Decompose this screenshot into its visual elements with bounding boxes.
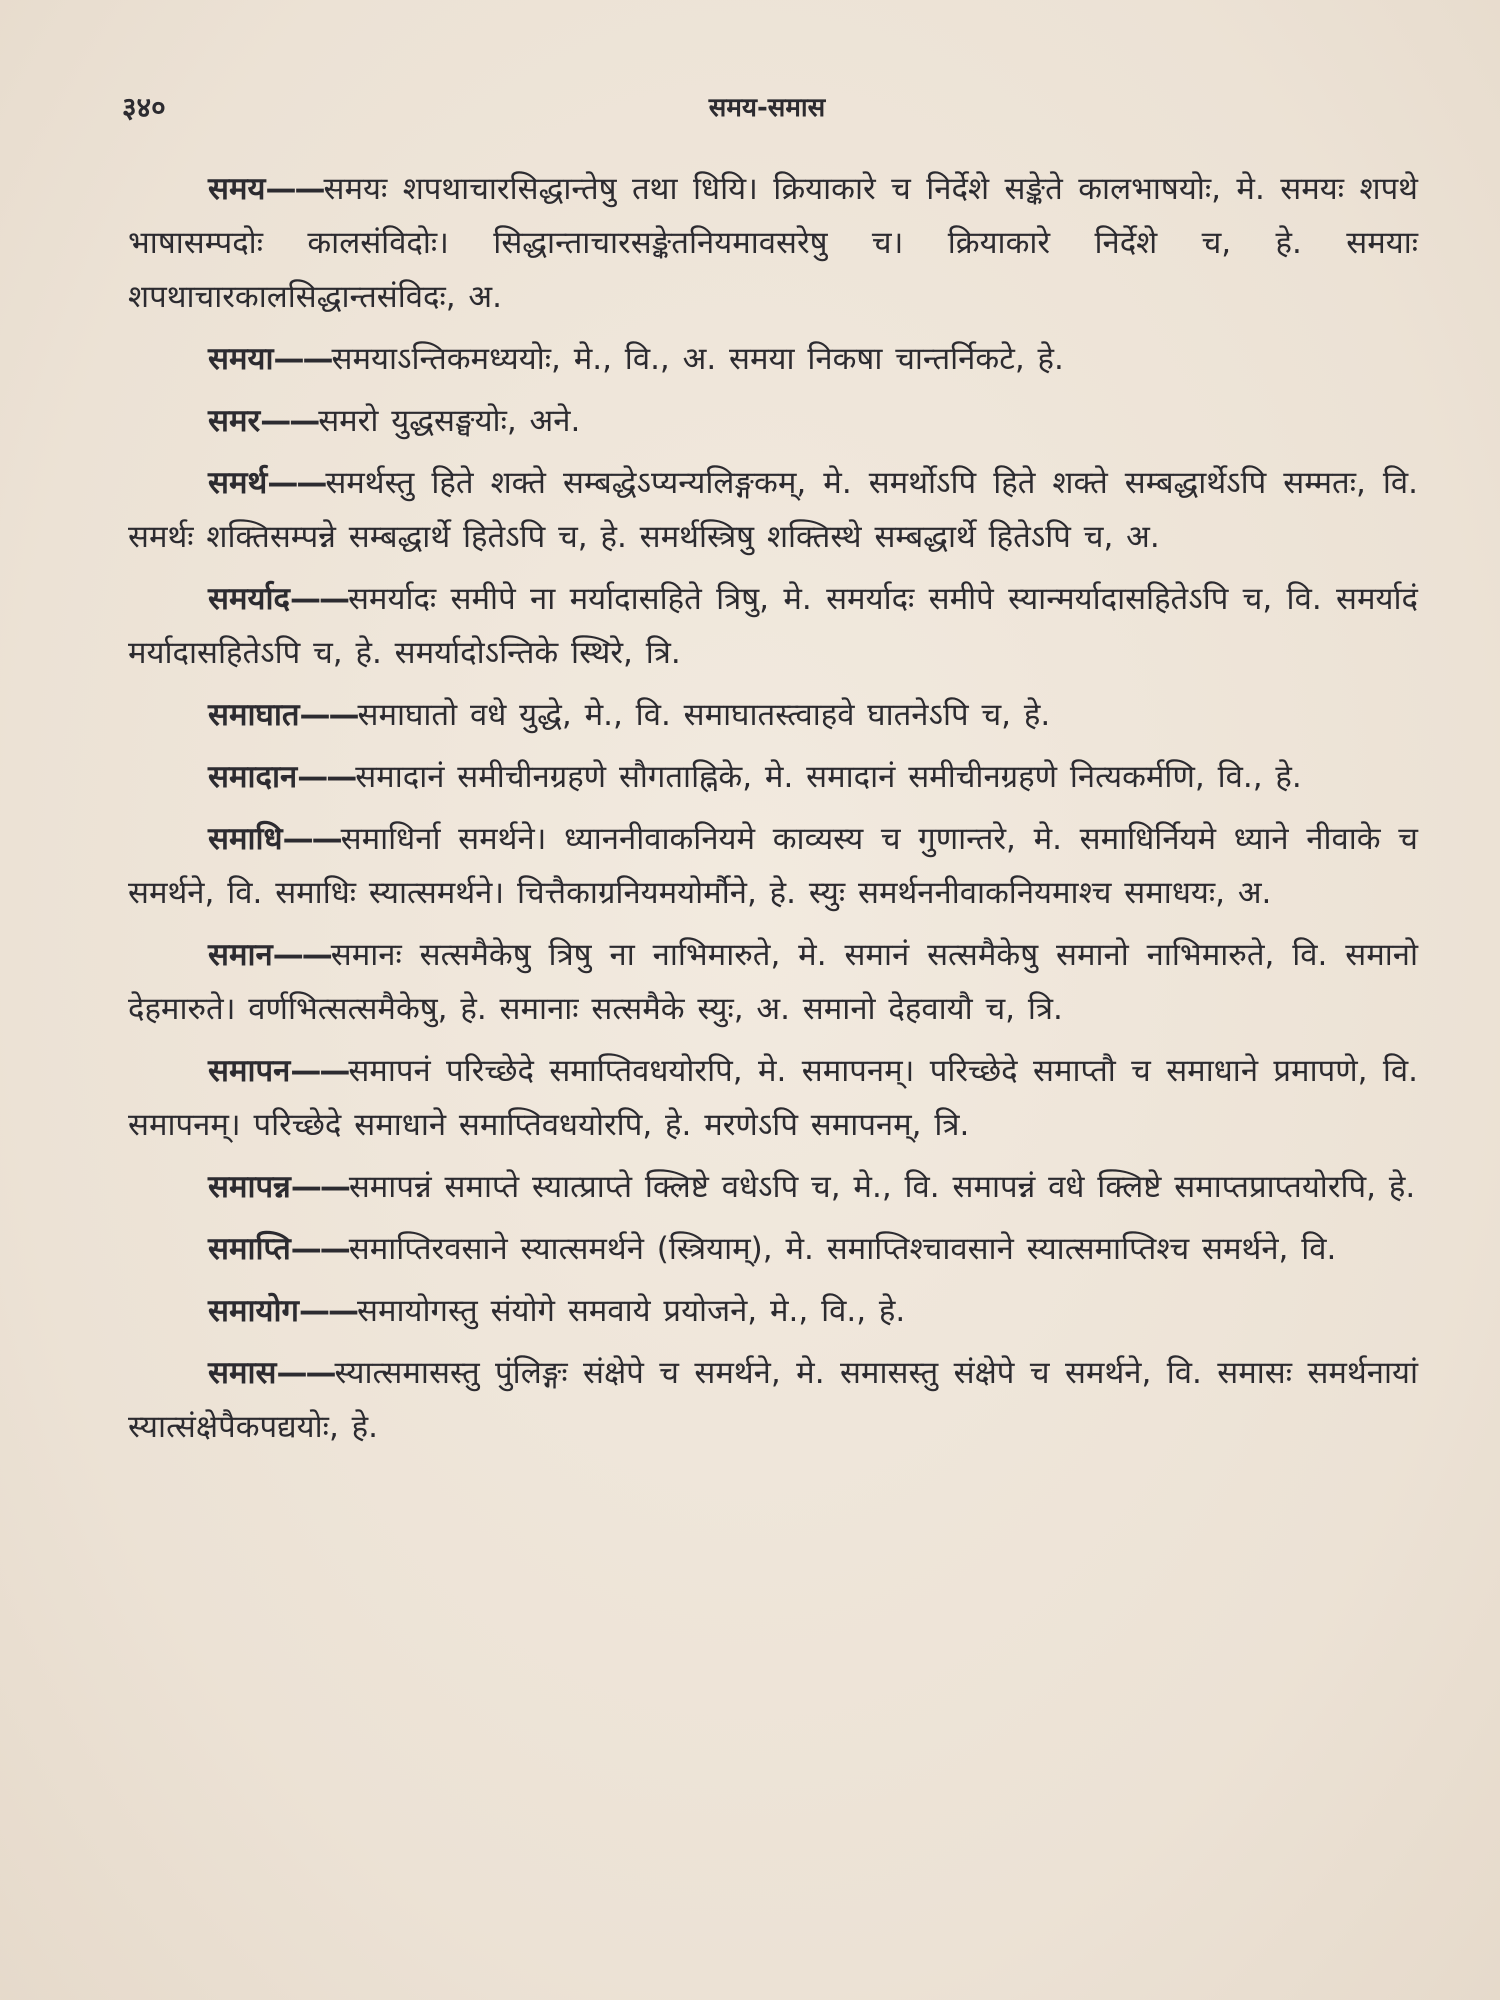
entry-samara xyxy=(128,394,1418,448)
headword: समाघात xyxy=(208,697,300,733)
headword: समर्याद xyxy=(208,581,290,617)
headword: समादान xyxy=(208,759,298,795)
entry-text: स्यात्समासस्तु पुंलिङ्गः संक्षेपे च समर्थने, मे. समासस्तु संक्षेपे च समर्थने, वि. समासः समर्थनायां स्यात्संक्षेपैकपद्ययोः, हे. xyxy=(128,1355,1418,1445)
entry-samaryada xyxy=(128,572,1418,680)
dash: —— xyxy=(297,759,356,795)
headword: समापन xyxy=(208,1053,291,1089)
entry-samapana xyxy=(128,1044,1418,1152)
entry-text: समयाऽन्तिकमध्ययोः, मे., वि., अ. समया निकषा चान्तर्निकटे, हे. xyxy=(331,341,1064,377)
dash: —— xyxy=(289,581,348,617)
dash: —— xyxy=(299,1293,357,1329)
entry-samana xyxy=(128,928,1418,1036)
dash: —— xyxy=(276,1355,335,1391)
page-header xyxy=(122,88,1412,128)
dash: —— xyxy=(272,937,331,973)
entry-samayoga xyxy=(128,1284,1418,1338)
headword: समय xyxy=(208,171,266,207)
entry-samapanna xyxy=(128,1160,1418,1214)
dash: —— xyxy=(282,821,341,857)
headword: समया xyxy=(208,341,274,377)
entry-samasa xyxy=(128,1346,1418,1454)
headword: समर्थ xyxy=(208,465,268,501)
entry-samaya-2 xyxy=(128,332,1418,386)
headword: समाप्ति xyxy=(208,1231,291,1267)
headword: समर xyxy=(208,403,261,439)
running-head: समय-समास xyxy=(708,93,826,123)
dash: —— xyxy=(273,341,332,377)
entry-samaghata xyxy=(128,688,1418,742)
entry-text: समर्यादः समीपे ना मर्यादासहिते त्रिषु, मे. समर्यादः समीपे स्यान्मर्यादासहितेऽपि च, वि. समर्यादं मर्यादासहितेऽपि च, हे. समर्यादोऽन्तिके स्थिरे, त्रि. xyxy=(128,581,1418,671)
entry-samapti xyxy=(128,1222,1418,1276)
dash: —— xyxy=(290,1231,349,1267)
entry-text: समरो युद्धसङ्घयोः, अने. xyxy=(318,403,581,439)
headword: समान xyxy=(208,937,273,973)
dash: —— xyxy=(290,1169,349,1205)
dash: —— xyxy=(265,171,324,207)
entry-text: समाघातो वधे युद्धे, मे., वि. समाघातस्त्वाहवे घातनेऽपि च, हे. xyxy=(357,697,1051,733)
page-number: ३४० xyxy=(122,91,166,124)
entry-text: समापनं परिच्छेदे समाप्तिवधयोरपि, मे. समापनम्। परिच्छेदे समाप्तौ च समाधाने प्रमापणे, वि. समापनम्। परिच्छेदे समाधाने समाप्तिवधयोरपि, हे. मरणेऽपि समापनम्, त्रि. xyxy=(128,1053,1418,1143)
dash: —— xyxy=(299,697,358,733)
headword: समाधि xyxy=(208,821,283,857)
entry-text: समादानं समीचीनग्रहणे सौगताह्निके, मे. समादानं समीचीनग्रहणे नित्यकर्मणि, वि., हे. xyxy=(355,759,1302,795)
entry-samadana xyxy=(128,750,1418,804)
dash: —— xyxy=(260,403,319,439)
entry-text: समयः शपथाचारसिद्धान्तेषु तथा धियि। क्रियाकारे च निर्देशे सङ्केते कालभाषयोः, मे. समयः शपथे भाषासम्पदोः कालसंविदोः। सिद्धान्ताचारसङ्केतनियमावसरेषु च। क्रियाकारे निर्देशे च, हे. समयाः शपथाचारकालसिद्धान्तसंविदः, अ. xyxy=(128,171,1418,315)
headword: समायोग xyxy=(208,1293,299,1329)
entry-samadhi xyxy=(128,812,1418,920)
entry-text: समानः सत्समैकेषु त्रिषु ना नाभिमारुते, मे. समानं सत्समैकेषु समानो नाभिमारुते, वि. समानो देहमारुते। वर्णभित्सत्समैकेषु, हे. समानाः सत्समैके स्युः, अ. समानो देहवायौ च, त्रि. xyxy=(128,937,1418,1027)
entry-text: समायोगस्तु संयोगे समवाये प्रयोजने, मे., वि., हे. xyxy=(357,1293,906,1329)
dictionary-entries xyxy=(128,162,1418,1462)
dash: —— xyxy=(267,465,326,501)
headword: समास xyxy=(208,1355,277,1391)
dash: —— xyxy=(290,1053,349,1089)
headword: समापन्न xyxy=(208,1169,291,1205)
entry-text: समाप्तिरवसाने स्यात्समर्थने (स्त्रियाम्), मे. समाप्तिश्चावसाने स्यात्समाप्तिश्च समर्थने, वि. xyxy=(348,1231,1337,1267)
entry-samaya xyxy=(128,162,1418,324)
entry-samartha xyxy=(128,456,1418,564)
entry-text: समाधिर्ना समर्थने। ध्याननीवाकनियमे काव्यस्य च गुणान्तरे, मे. समाधिर्नियमे ध्याने नीवाके च समर्थने, वि. समाधिः स्यात्समर्थने। चित्तैकाग्रनियमयोर्मौने, हे. स्युः समर्थननीवाकनियमाश्च समाधयः, अ. xyxy=(128,821,1418,911)
entry-text: समर्थस्तु हिते शक्ते सम्बद्धेऽप्यन्यलिङ्गकम्, मे. समर्थोऽपि हिते शक्ते सम्बद्धार्थेऽपि सम्मतः, वि. समर्थः शक्तिसम्पन्ने सम्बद्धार्थे हितेऽपि च, हे. समर्थस्त्रिषु शक्तिस्थे सम्बद्धार्थे हितेऽपि च, अ. xyxy=(128,465,1418,555)
entry-text: समापन्नं समाप्ते स्यात्प्राप्ते क्लिष्टे वधेऽपि च, मे., वि. समापन्नं वधे क्लिष्टे समाप्तप्राप्तयोरपि, हे. xyxy=(348,1169,1416,1205)
